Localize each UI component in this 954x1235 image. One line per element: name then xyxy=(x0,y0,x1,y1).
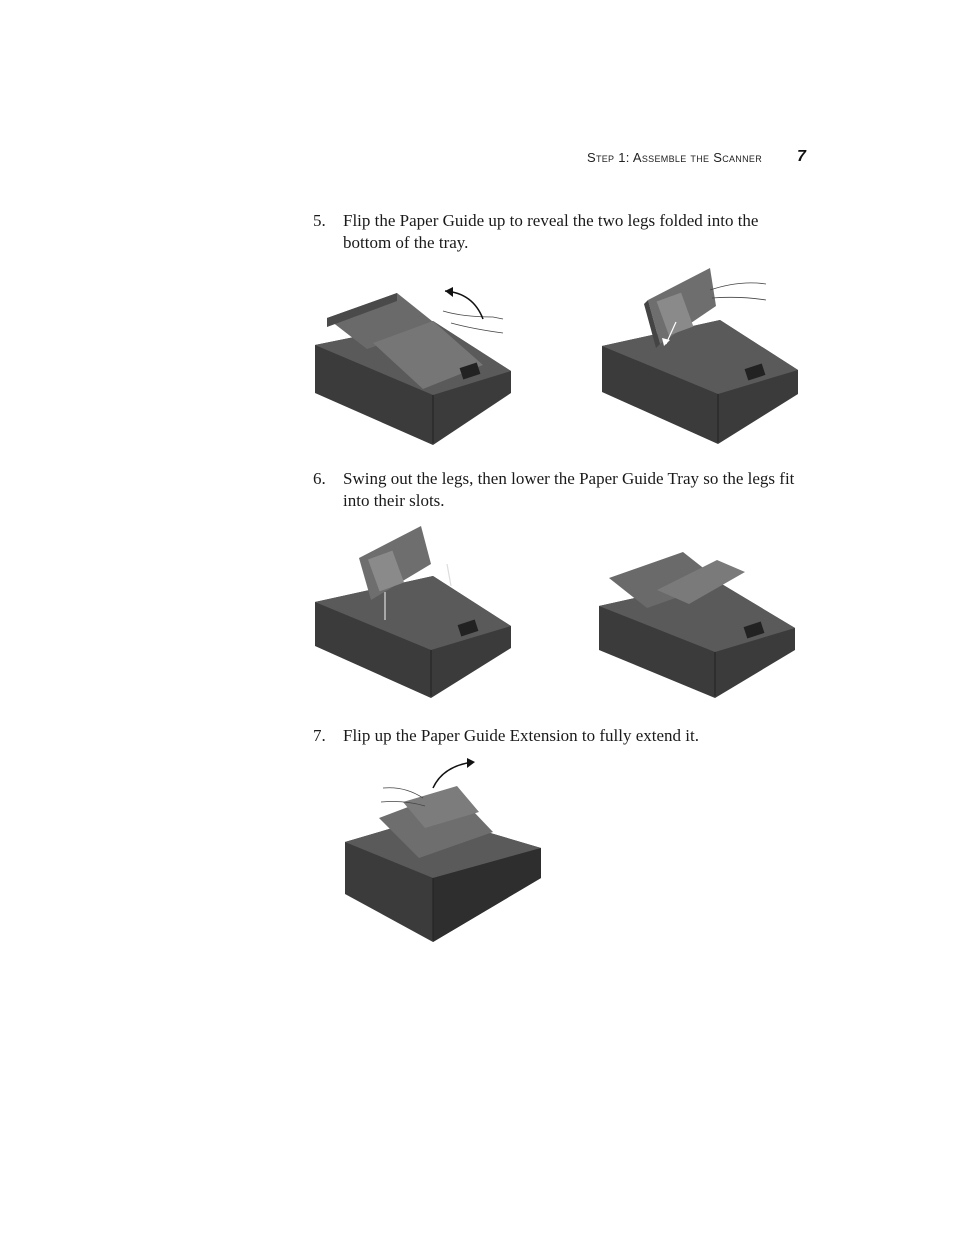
step-number: 5. xyxy=(313,211,326,230)
scanner-illustration-guide-lowered xyxy=(597,546,797,700)
scanner-illustration-guide-closed xyxy=(313,283,513,445)
step-text: Flip up the Paper Guide Extension to fully extend it. xyxy=(343,726,700,745)
step-text: Swing out the legs, then lower the Paper Guide Tray so the legs fit into their slots. xyxy=(343,469,795,510)
running-head: Step 1: Assemble the Scanner xyxy=(586,150,762,165)
step-number: 7. xyxy=(313,726,326,745)
step-number: 6. xyxy=(313,469,326,488)
scanner-illustration-guide-raised xyxy=(600,266,800,446)
scanner-illustration-legs-out xyxy=(313,524,513,700)
step-text: Flip the Paper Guide up to reveal the two legs folded into the bottom of the tray. xyxy=(343,211,759,252)
page-header xyxy=(0,148,954,170)
scanner-illustration-extension-up xyxy=(343,758,543,944)
page-number: 7 xyxy=(797,148,806,165)
